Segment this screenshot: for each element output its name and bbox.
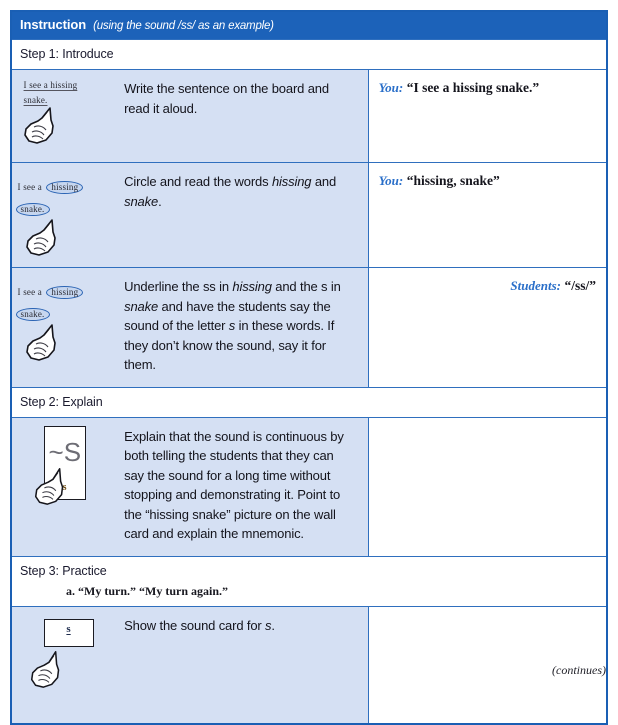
say-line-2: [379, 172, 596, 190]
step-title-3: Step 3: Practice: [20, 563, 107, 578]
circled-word-snake-3: snake.: [16, 308, 50, 321]
illustration-sentence-on-board: [16, 80, 116, 154]
step-heading-cell-1: [11, 40, 607, 70]
continues-note: (continues): [552, 663, 606, 677]
table-row-4: [11, 417, 607, 556]
illustration-cell-2: [11, 163, 119, 268]
step-substep-3: a. “My turn.” “My turn again.”: [66, 583, 228, 598]
page-title: Instruction: [20, 17, 87, 32]
table-row-1: [11, 70, 607, 163]
instruction-text-2: Circle and read the words hissing and snake.: [124, 174, 337, 209]
step-title-1: Step 1: Introduce: [20, 47, 114, 61]
instruction-table: [10, 10, 608, 725]
step-heading-cell-2: [11, 387, 607, 417]
speaker-label-3: Students:: [510, 278, 561, 293]
pointing-hand-icon: [22, 217, 68, 257]
instruction-text-3: Underline the ss in hissing and the s in snake and have the students say the sound of the letter s in these words. If they don’t know the sound, say it for them.: [124, 279, 341, 372]
instruction-cell-4: [119, 417, 368, 556]
speaker-label-2: You:: [378, 173, 404, 188]
step-heading-row-3: [11, 556, 607, 606]
instruction-cell-1: [119, 70, 368, 163]
step-heading-row-1: [11, 40, 607, 70]
illustration-words-circled: [16, 177, 116, 259]
illustration-cell-5: [11, 606, 119, 724]
say-line-3: [379, 277, 596, 295]
pointing-hand-icon: [30, 464, 74, 508]
sound-card: [44, 619, 94, 647]
table-row-3: [11, 268, 607, 388]
page-subtitle: (using the sound /ss/ as an example): [93, 20, 274, 32]
instruction-cell-2: [119, 163, 368, 268]
illustration-cell-1: [11, 70, 119, 163]
illustration-cell-4: [11, 417, 119, 556]
say-line-1: [379, 79, 596, 97]
handwriting-line-2: snake.: [23, 95, 48, 105]
illustration-sound-card: [18, 619, 114, 705]
speaker-quote-2: “hissing, snake”: [406, 173, 500, 188]
illustration-wall-card: [18, 426, 114, 544]
circled-word-hissing-2: hissing: [46, 181, 83, 194]
illustration-letters-underlined: [16, 282, 116, 364]
say-cell-3: [368, 268, 607, 388]
table-header-cell: [11, 11, 607, 40]
speaker-quote-1: “I see a hissing snake.”: [406, 80, 540, 95]
wall-card-letter: s: [62, 481, 67, 493]
step-heading-row-2: [11, 387, 607, 417]
table-row-2: [11, 163, 607, 268]
illustration-cell-3: [11, 268, 119, 388]
handwriting-prefix-2: I see a: [17, 182, 42, 192]
pointing-hand-icon: [22, 322, 68, 362]
table-header-row: [11, 11, 607, 40]
handwriting-line-1: I see a hissing: [23, 80, 78, 90]
instruction-cell-3: [119, 268, 368, 388]
instruction-cell-5: [119, 606, 368, 724]
table-row-5: [11, 606, 607, 724]
step-title-2: Step 2: Explain: [20, 394, 103, 409]
instruction-text-4: Explain that the sound is continuous by both telling the students that they can say the sound for a long time without stopping and demonstrating it. Point to the “hissing snake” picture on the wall card and explain the mnemonic.: [124, 428, 344, 541]
step-heading-cell-3: [11, 556, 607, 606]
handwriting-prefix-3: I see a: [17, 287, 42, 297]
speaker-label-1: You:: [378, 80, 404, 95]
say-cell-1: [368, 70, 607, 163]
circled-word-hissing-3: hissing: [46, 286, 83, 299]
instruction-text-5: Show the sound card for s.: [124, 617, 275, 633]
say-cell-2: [368, 163, 607, 268]
say-cell-4: [368, 417, 607, 556]
instruction-text-1: Write the sentence on the board and read it aloud.: [124, 81, 329, 116]
sound-card-letter: s: [66, 622, 71, 635]
snake-picture-icon: ~S: [48, 436, 82, 467]
circled-word-snake-2: snake.: [16, 203, 50, 216]
pointing-hand-icon: [20, 105, 66, 145]
speaker-quote-3: “/ss/”: [564, 278, 596, 293]
pointing-hand-icon: [26, 647, 70, 691]
